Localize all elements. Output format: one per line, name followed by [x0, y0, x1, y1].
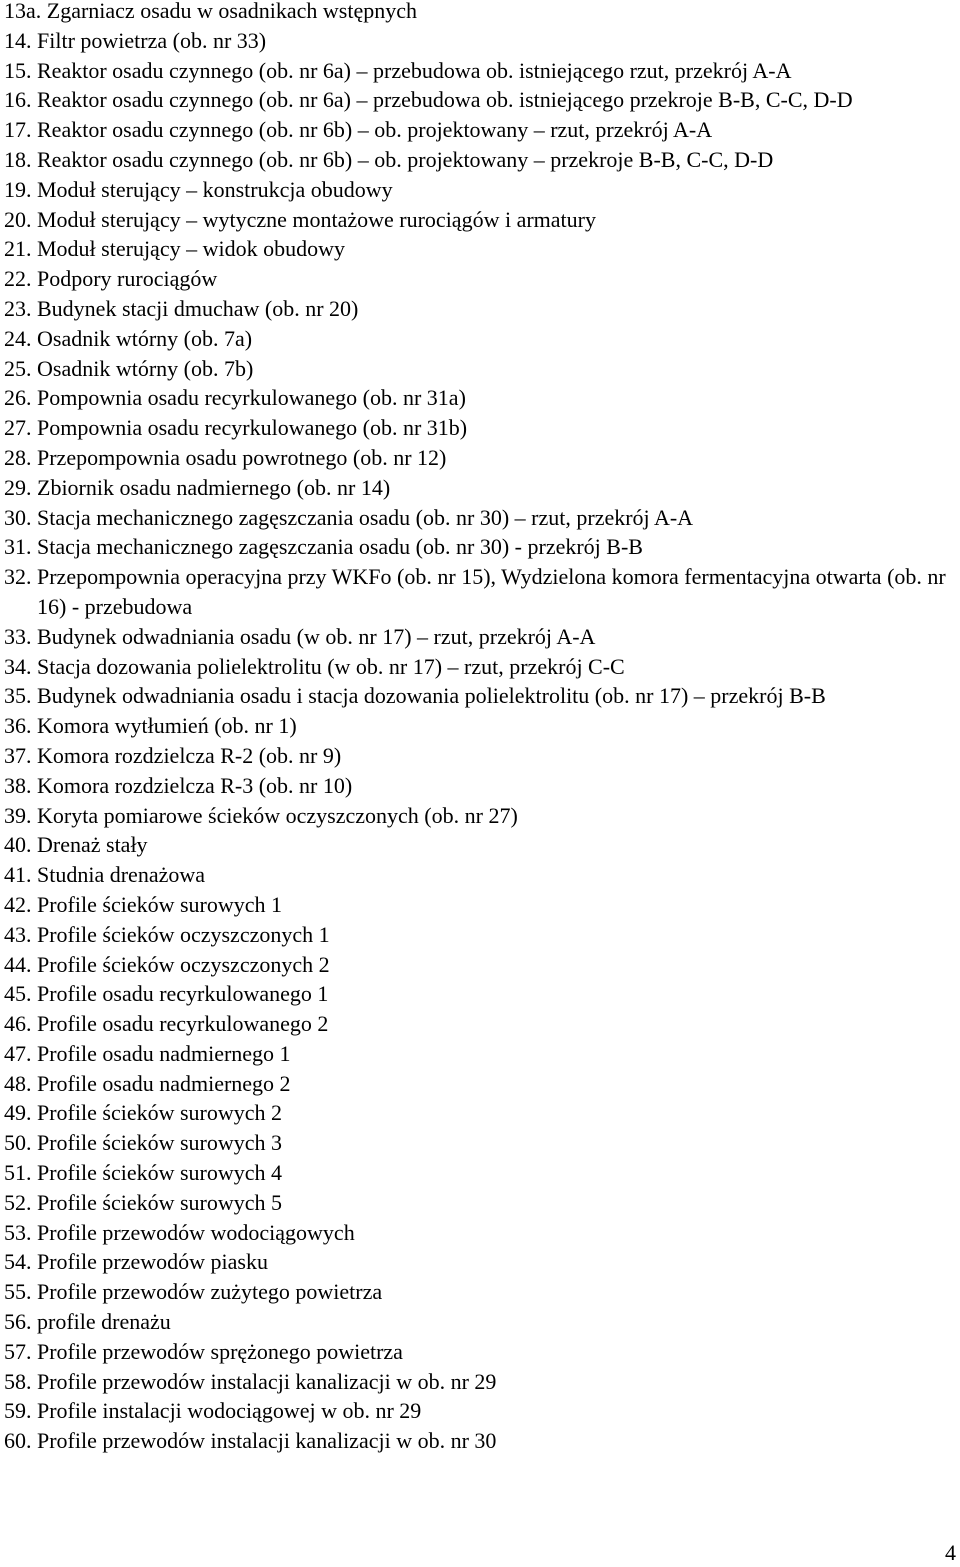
item-number: 45. — [4, 981, 37, 1007]
item-text: Profile ścieków surowych 3 — [37, 1130, 283, 1156]
item-text: Budynek stacji dmuchaw (ob. nr 20) — [37, 295, 359, 321]
item-text: Pompownia osadu recyrkulowanego (ob. nr 31a) — [37, 385, 466, 411]
list-item — [4, 85, 956, 115]
list-item — [4, 622, 956, 652]
item-number: 17. — [4, 117, 37, 143]
item-text: Reaktor osadu czynnego (ob. nr 6a) – przebudowa ob. istniejącego przekroje B-B, C-C, D-D — [37, 87, 853, 113]
list-item — [4, 443, 956, 473]
item-text: Profile ścieków oczyszczonych 2 — [37, 951, 330, 977]
item-text: Budynek odwadniania osadu (w ob. nr 17) – rzut, przekrój A-A — [37, 623, 596, 649]
item-number: 48. — [4, 1070, 37, 1096]
item-text: Profile ścieków surowych 5 — [37, 1189, 283, 1215]
list-item — [4, 115, 956, 145]
list-item — [4, 473, 956, 503]
list-item — [4, 979, 956, 1009]
item-number: 20. — [4, 206, 37, 232]
item-text: Profile instalacji wodociągowej w ob. nr 29 — [37, 1398, 422, 1424]
item-number: 41. — [4, 862, 37, 888]
item-text: Pompownia osadu recyrkulowanego (ob. nr 31b) — [37, 415, 468, 441]
list-item — [4, 234, 956, 264]
item-number: 19. — [4, 176, 37, 202]
item-text: Stacja mechanicznego zagęszczania osadu (ob. nr 30) – rzut, przekrój A-A — [37, 504, 694, 530]
item-text: Profile ścieków oczyszczonych 1 — [37, 921, 330, 947]
item-number: 21. — [4, 236, 37, 262]
item-number: 14. — [4, 27, 37, 53]
item-number: 13a. — [4, 0, 47, 23]
list-item — [4, 1426, 956, 1456]
item-number: 26. — [4, 385, 37, 411]
item-number: 25. — [4, 355, 37, 381]
item-text: Profile ścieków surowych 1 — [37, 891, 283, 917]
item-number: 15. — [4, 57, 37, 83]
item-number: 34. — [4, 653, 37, 679]
list-item — [4, 413, 956, 443]
item-text: Profile osadu recyrkulowanego 2 — [37, 1011, 329, 1037]
item-number: 28. — [4, 444, 37, 470]
item-number: 43. — [4, 921, 37, 947]
item-number: 54. — [4, 1249, 37, 1275]
item-number: 31. — [4, 534, 37, 560]
document-list — [4, 0, 956, 1456]
item-number: 27. — [4, 415, 37, 441]
item-text: Przepompownia osadu powrotnego (ob. nr 12) — [37, 444, 447, 470]
item-number: 52. — [4, 1189, 37, 1215]
item-text: Osadnik wtórny (ob. 7a) — [37, 325, 253, 351]
list-item — [4, 1098, 956, 1128]
item-text: Profile osadu nadmiernego 2 — [37, 1070, 291, 1096]
item-number: 56. — [4, 1309, 37, 1335]
list-item — [4, 205, 956, 235]
item-number: 47. — [4, 1040, 37, 1066]
item-text: Studnia drenażowa — [37, 862, 205, 888]
list-item — [4, 26, 956, 56]
item-number: 22. — [4, 266, 37, 292]
list-item — [4, 1128, 956, 1158]
item-text: Budynek odwadniania osadu i stacja dozowania polielektrolitu (ob. nr 17) – przekrój B-B — [37, 683, 826, 709]
item-number: 33. — [4, 623, 37, 649]
item-number: 53. — [4, 1219, 37, 1245]
list-item — [4, 1396, 956, 1426]
item-text: Filtr powietrza (ob. nr 33) — [37, 27, 267, 53]
item-number: 16. — [4, 87, 37, 113]
item-text: Zgarniacz osadu w osadnikach wstępnych — [46, 0, 417, 23]
list-item — [4, 56, 956, 86]
item-text: Profile przewodów wodociągowych — [37, 1219, 355, 1245]
item-text: Moduł sterujący – wytyczne montażowe rurociągów i armatury — [37, 206, 596, 232]
item-text: Moduł sterujący – widok obudowy — [37, 236, 345, 262]
item-text: Profile przewodów zużytego powietrza — [37, 1279, 383, 1305]
item-text: Koryta pomiarowe ścieków oczyszczonych (ob. nr 27) — [37, 802, 518, 828]
item-text: Przepompownia operacyjna przy WKFo (ob. nr 15), Wydzielona komora fermentacyjna otwarta (ob. nr 16) - przebudowa — [37, 564, 946, 619]
item-number: 44. — [4, 951, 37, 977]
item-text: Komora wytłumień (ob. nr 1) — [37, 713, 297, 739]
item-number: 42. — [4, 891, 37, 917]
page-number: 4 — [945, 1540, 956, 1565]
item-number: 38. — [4, 772, 37, 798]
item-text: Profile przewodów sprężonego powietrza — [37, 1338, 403, 1364]
item-number: 57. — [4, 1338, 37, 1364]
item-number: 32. — [4, 564, 37, 590]
list-item — [4, 264, 956, 294]
item-number: 40. — [4, 832, 37, 858]
list-item — [4, 1188, 956, 1218]
list-item — [4, 652, 956, 682]
item-text: Profile osadu recyrkulowanego 1 — [37, 981, 329, 1007]
list-item — [4, 383, 956, 413]
item-number: 36. — [4, 713, 37, 739]
list-item — [4, 503, 956, 533]
item-number: 24. — [4, 325, 37, 351]
list-item — [4, 830, 956, 860]
item-text: Profile przewodów instalacji kanalizacji w ob. nr 30 — [37, 1428, 497, 1454]
list-item — [4, 1039, 956, 1069]
item-text: Profile osadu nadmiernego 1 — [37, 1040, 291, 1066]
item-text: Osadnik wtórny (ob. 7b) — [37, 355, 254, 381]
item-number: 18. — [4, 146, 37, 172]
item-text: Komora rozdzielcza R-3 (ob. nr 10) — [37, 772, 353, 798]
item-text: Reaktor osadu czynnego (ob. nr 6b) – ob. projektowany – przekroje B-B, C-C, D-D — [37, 146, 774, 172]
item-text: Komora rozdzielcza R-2 (ob. nr 9) — [37, 742, 342, 768]
item-number: 59. — [4, 1398, 37, 1424]
item-number: 50. — [4, 1130, 37, 1156]
list-item — [4, 145, 956, 175]
item-number: 29. — [4, 474, 37, 500]
item-text: Stacja mechanicznego zagęszczania osadu (ob. nr 30) - przekrój B-B — [37, 534, 643, 560]
list-item — [4, 741, 956, 771]
item-number: 46. — [4, 1011, 37, 1037]
item-number: 23. — [4, 295, 37, 321]
list-item — [4, 1307, 956, 1337]
item-text: Profile przewodów piasku — [37, 1249, 268, 1275]
item-text: Reaktor osadu czynnego (ob. nr 6b) – ob. projektowany – rzut, przekrój A-A — [37, 117, 713, 143]
item-number: 49. — [4, 1100, 37, 1126]
item-text: Podpory rurociągów — [37, 266, 218, 292]
item-text: Stacja dozowania polielektrolitu (w ob. nr 17) – rzut, przekrój C-C — [37, 653, 625, 679]
item-text: Drenaż stały — [37, 832, 148, 858]
list-item — [4, 920, 956, 950]
list-item — [4, 890, 956, 920]
item-text: Moduł sterujący – konstrukcja obudowy — [37, 176, 393, 202]
item-number: 58. — [4, 1368, 37, 1394]
item-text: profile drenażu — [37, 1309, 171, 1335]
list-item — [4, 1158, 956, 1188]
item-number: 60. — [4, 1428, 37, 1454]
list-item — [4, 681, 956, 711]
list-item — [4, 1277, 956, 1307]
list-item — [4, 324, 956, 354]
list-item — [4, 801, 956, 831]
item-text: Profile ścieków surowych 4 — [37, 1160, 283, 1186]
list-item — [4, 175, 956, 205]
list-item — [4, 860, 956, 890]
item-number: 35. — [4, 683, 37, 709]
list-item — [4, 354, 956, 384]
item-number: 51. — [4, 1160, 37, 1186]
list-item — [4, 294, 956, 324]
item-number: 55. — [4, 1279, 37, 1305]
list-item — [4, 1247, 956, 1277]
item-text: Profile przewodów instalacji kanalizacji w ob. nr 29 — [37, 1368, 497, 1394]
item-text: Zbiornik osadu nadmiernego (ob. nr 14) — [37, 474, 391, 500]
list-item — [4, 562, 956, 622]
list-item — [4, 1218, 956, 1248]
item-text: Reaktor osadu czynnego (ob. nr 6a) – przebudowa ob. istniejącego rzut, przekrój A-A — [37, 57, 792, 83]
item-number: 39. — [4, 802, 37, 828]
list-item — [4, 711, 956, 741]
list-item — [4, 950, 956, 980]
list-item — [4, 1337, 956, 1367]
item-number: 37. — [4, 742, 37, 768]
item-text: Profile ścieków surowych 2 — [37, 1100, 283, 1126]
list-item — [4, 1069, 956, 1099]
list-item — [4, 771, 956, 801]
list-item — [4, 0, 956, 26]
list-item — [4, 1367, 956, 1397]
item-number: 30. — [4, 504, 37, 530]
list-item — [4, 532, 956, 562]
list-item — [4, 1009, 956, 1039]
